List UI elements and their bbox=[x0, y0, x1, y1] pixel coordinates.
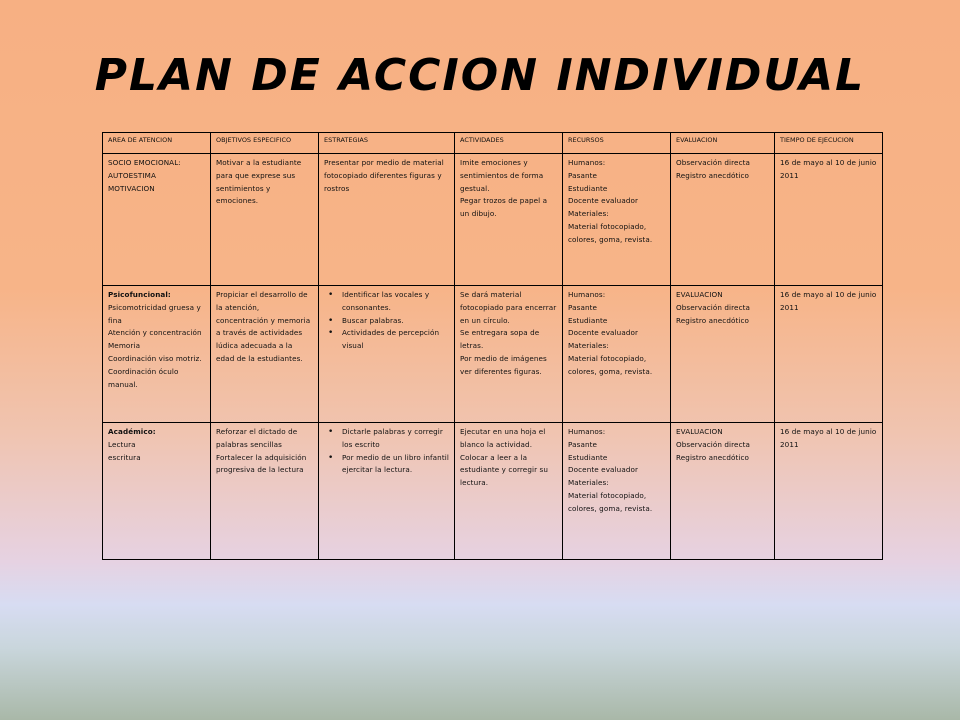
recurso-line: Estudiante bbox=[568, 315, 608, 325]
evaluacion-line: EVALUACION bbox=[676, 290, 723, 299]
recurso-line: Material fotocopiado, colores, goma, revista. bbox=[568, 353, 653, 376]
evaluacion-line: Registro anecdótico bbox=[676, 170, 750, 180]
cell-evaluacion bbox=[671, 154, 775, 286]
list-item: • Identificar las vocales y consonantes. bbox=[342, 289, 449, 315]
table-row bbox=[103, 286, 883, 423]
estrategias-list bbox=[324, 289, 449, 353]
cell-recursos bbox=[563, 423, 671, 560]
page-title: PLAN DE ACCION INDIVIDUAL bbox=[94, 50, 866, 101]
cell-estrategias bbox=[319, 423, 455, 560]
area-heading: Psicofuncional: bbox=[108, 290, 171, 299]
recurso-line: Docente evaluador bbox=[568, 465, 639, 475]
tiempo-text: 16 de mayo al 10 de junio 2011 bbox=[780, 158, 877, 180]
estrategia-text: Presentar por medio de material fotocopiado diferentes figuras y rostros bbox=[324, 158, 444, 193]
area-line: AUTOESTIMA bbox=[108, 170, 156, 180]
cell-evaluacion bbox=[671, 286, 775, 423]
cell-area bbox=[103, 423, 211, 560]
recurso-line: Material fotocopiado, colores, goma, revista. bbox=[568, 490, 653, 513]
evaluacion-line: EVALUACION bbox=[676, 427, 723, 436]
header-evaluacion: EVALUACION bbox=[671, 133, 775, 154]
recurso-line: Estudiante bbox=[568, 183, 608, 193]
recurso-line: Pasante bbox=[568, 439, 598, 449]
cell-area bbox=[103, 154, 211, 286]
recurso-line: Material fotocopiado, colores, goma, revista. bbox=[568, 221, 653, 244]
area-line: Lectura bbox=[108, 439, 136, 449]
cell-tiempo bbox=[775, 423, 883, 560]
recurso-line: Docente evaluador bbox=[568, 328, 639, 338]
actividad-text: Colocar a leer a la estudiante y corregir su lectura. bbox=[460, 452, 549, 488]
evaluacion-line: Observación directa bbox=[676, 158, 751, 167]
cell-actividades bbox=[455, 423, 563, 560]
cell-tiempo bbox=[775, 286, 883, 423]
recurso-line: Pasante bbox=[568, 170, 598, 180]
action-plan-table bbox=[102, 132, 883, 560]
cell-objetivos bbox=[211, 423, 319, 560]
objetivo-text: Fortalecer la adquisición progresiva de la lectura bbox=[216, 452, 307, 475]
header-actividades: ACTIVIDADES bbox=[455, 133, 563, 154]
header-objetivos: OBJETIVOS ESPECIFICO bbox=[211, 133, 319, 154]
header-estrategias: ESTRATEGIAS bbox=[319, 133, 455, 154]
objetivo-text: Propiciar el desarrollo de la atención, concentración y memoria a través de actividades lúdica adecuada a la edad de la estudiantes. bbox=[216, 290, 311, 363]
recurso-line: Humanos: bbox=[568, 427, 606, 436]
recurso-line: Materiales: bbox=[568, 209, 609, 219]
header-recursos: RECURSOS bbox=[563, 133, 671, 154]
objetivo-text: Reforzar el dictado de palabras sencillas bbox=[216, 427, 298, 449]
recurso-line: Materiales: bbox=[568, 478, 609, 488]
list-item: • Dictarle palabras y corregir los escrito bbox=[342, 426, 449, 452]
area-line: Atención y concentración bbox=[108, 328, 202, 338]
cell-area bbox=[103, 286, 211, 423]
evaluacion-line: Observación directa bbox=[676, 302, 751, 312]
actividad-text: Ejecutar en una hoja el blanco la actividad. bbox=[460, 427, 546, 449]
area-line: escritura bbox=[108, 452, 141, 462]
list-item: • Actividades de percepción visual bbox=[342, 327, 449, 353]
tiempo-text: 16 de mayo al 10 de junio 2011 bbox=[780, 290, 877, 312]
evaluacion-line: Registro anecdótico bbox=[676, 315, 750, 325]
recurso-line: Docente evaluador bbox=[568, 196, 639, 206]
area-heading: SOCIO EMOCIONAL: bbox=[108, 158, 181, 167]
cell-objetivos bbox=[211, 286, 319, 423]
actividad-text: Pegar trozos de papel a un dibujo. bbox=[460, 196, 548, 219]
actividad-text: Por medio de imágenes ver diferentes figuras. bbox=[460, 353, 547, 376]
recurso-line: Materiales: bbox=[568, 341, 609, 351]
cell-recursos bbox=[563, 286, 671, 423]
area-line: Coordinación viso motriz. bbox=[108, 353, 202, 363]
cell-evaluacion bbox=[671, 423, 775, 560]
area-line: Memoria bbox=[108, 341, 141, 351]
area-line: MOTIVACION bbox=[108, 183, 155, 193]
table-row bbox=[103, 423, 883, 560]
cell-estrategias bbox=[319, 154, 455, 286]
cell-estrategias bbox=[319, 286, 455, 423]
table-row bbox=[103, 154, 883, 286]
evaluacion-line: Observación directa bbox=[676, 439, 751, 449]
tiempo-text: 16 de mayo al 10 de junio 2011 bbox=[780, 427, 877, 449]
cell-tiempo bbox=[775, 154, 883, 286]
cell-recursos bbox=[563, 154, 671, 286]
actividad-text: Se dará material fotocopiado para encerrar en un círculo. bbox=[460, 290, 557, 325]
estrategias-list bbox=[324, 426, 449, 477]
objetivo-text: Motivar a la estudiante para que exprese sus sentimientos y emociones. bbox=[216, 158, 302, 206]
list-item: • Buscar palabras. bbox=[342, 315, 449, 328]
recurso-line: Humanos: bbox=[568, 158, 606, 167]
header-tiempo: TIEMPO DE EJECUCION bbox=[775, 133, 883, 154]
recurso-line: Pasante bbox=[568, 302, 598, 312]
recurso-line: Humanos: bbox=[568, 290, 606, 299]
header-area: AREA DE ATENCION bbox=[103, 133, 211, 154]
evaluacion-line: Registro anecdótico bbox=[676, 452, 750, 462]
recurso-line: Estudiante bbox=[568, 452, 608, 462]
actividad-text: Imite emociones y sentimientos de forma gestual. bbox=[460, 158, 544, 193]
cell-objetivos bbox=[211, 154, 319, 286]
area-line: Psicomotricidad gruesa y fina bbox=[108, 302, 201, 325]
area-line: Coordinación óculo manual. bbox=[108, 366, 179, 389]
cell-actividades bbox=[455, 154, 563, 286]
area-heading: Académico: bbox=[108, 427, 156, 436]
cell-actividades bbox=[455, 286, 563, 423]
table-header-row bbox=[103, 133, 883, 154]
list-item: • Por medio de un libro infantil ejercitar la lectura. bbox=[342, 452, 449, 478]
actividad-text: Se entregara sopa de letras. bbox=[460, 328, 540, 351]
